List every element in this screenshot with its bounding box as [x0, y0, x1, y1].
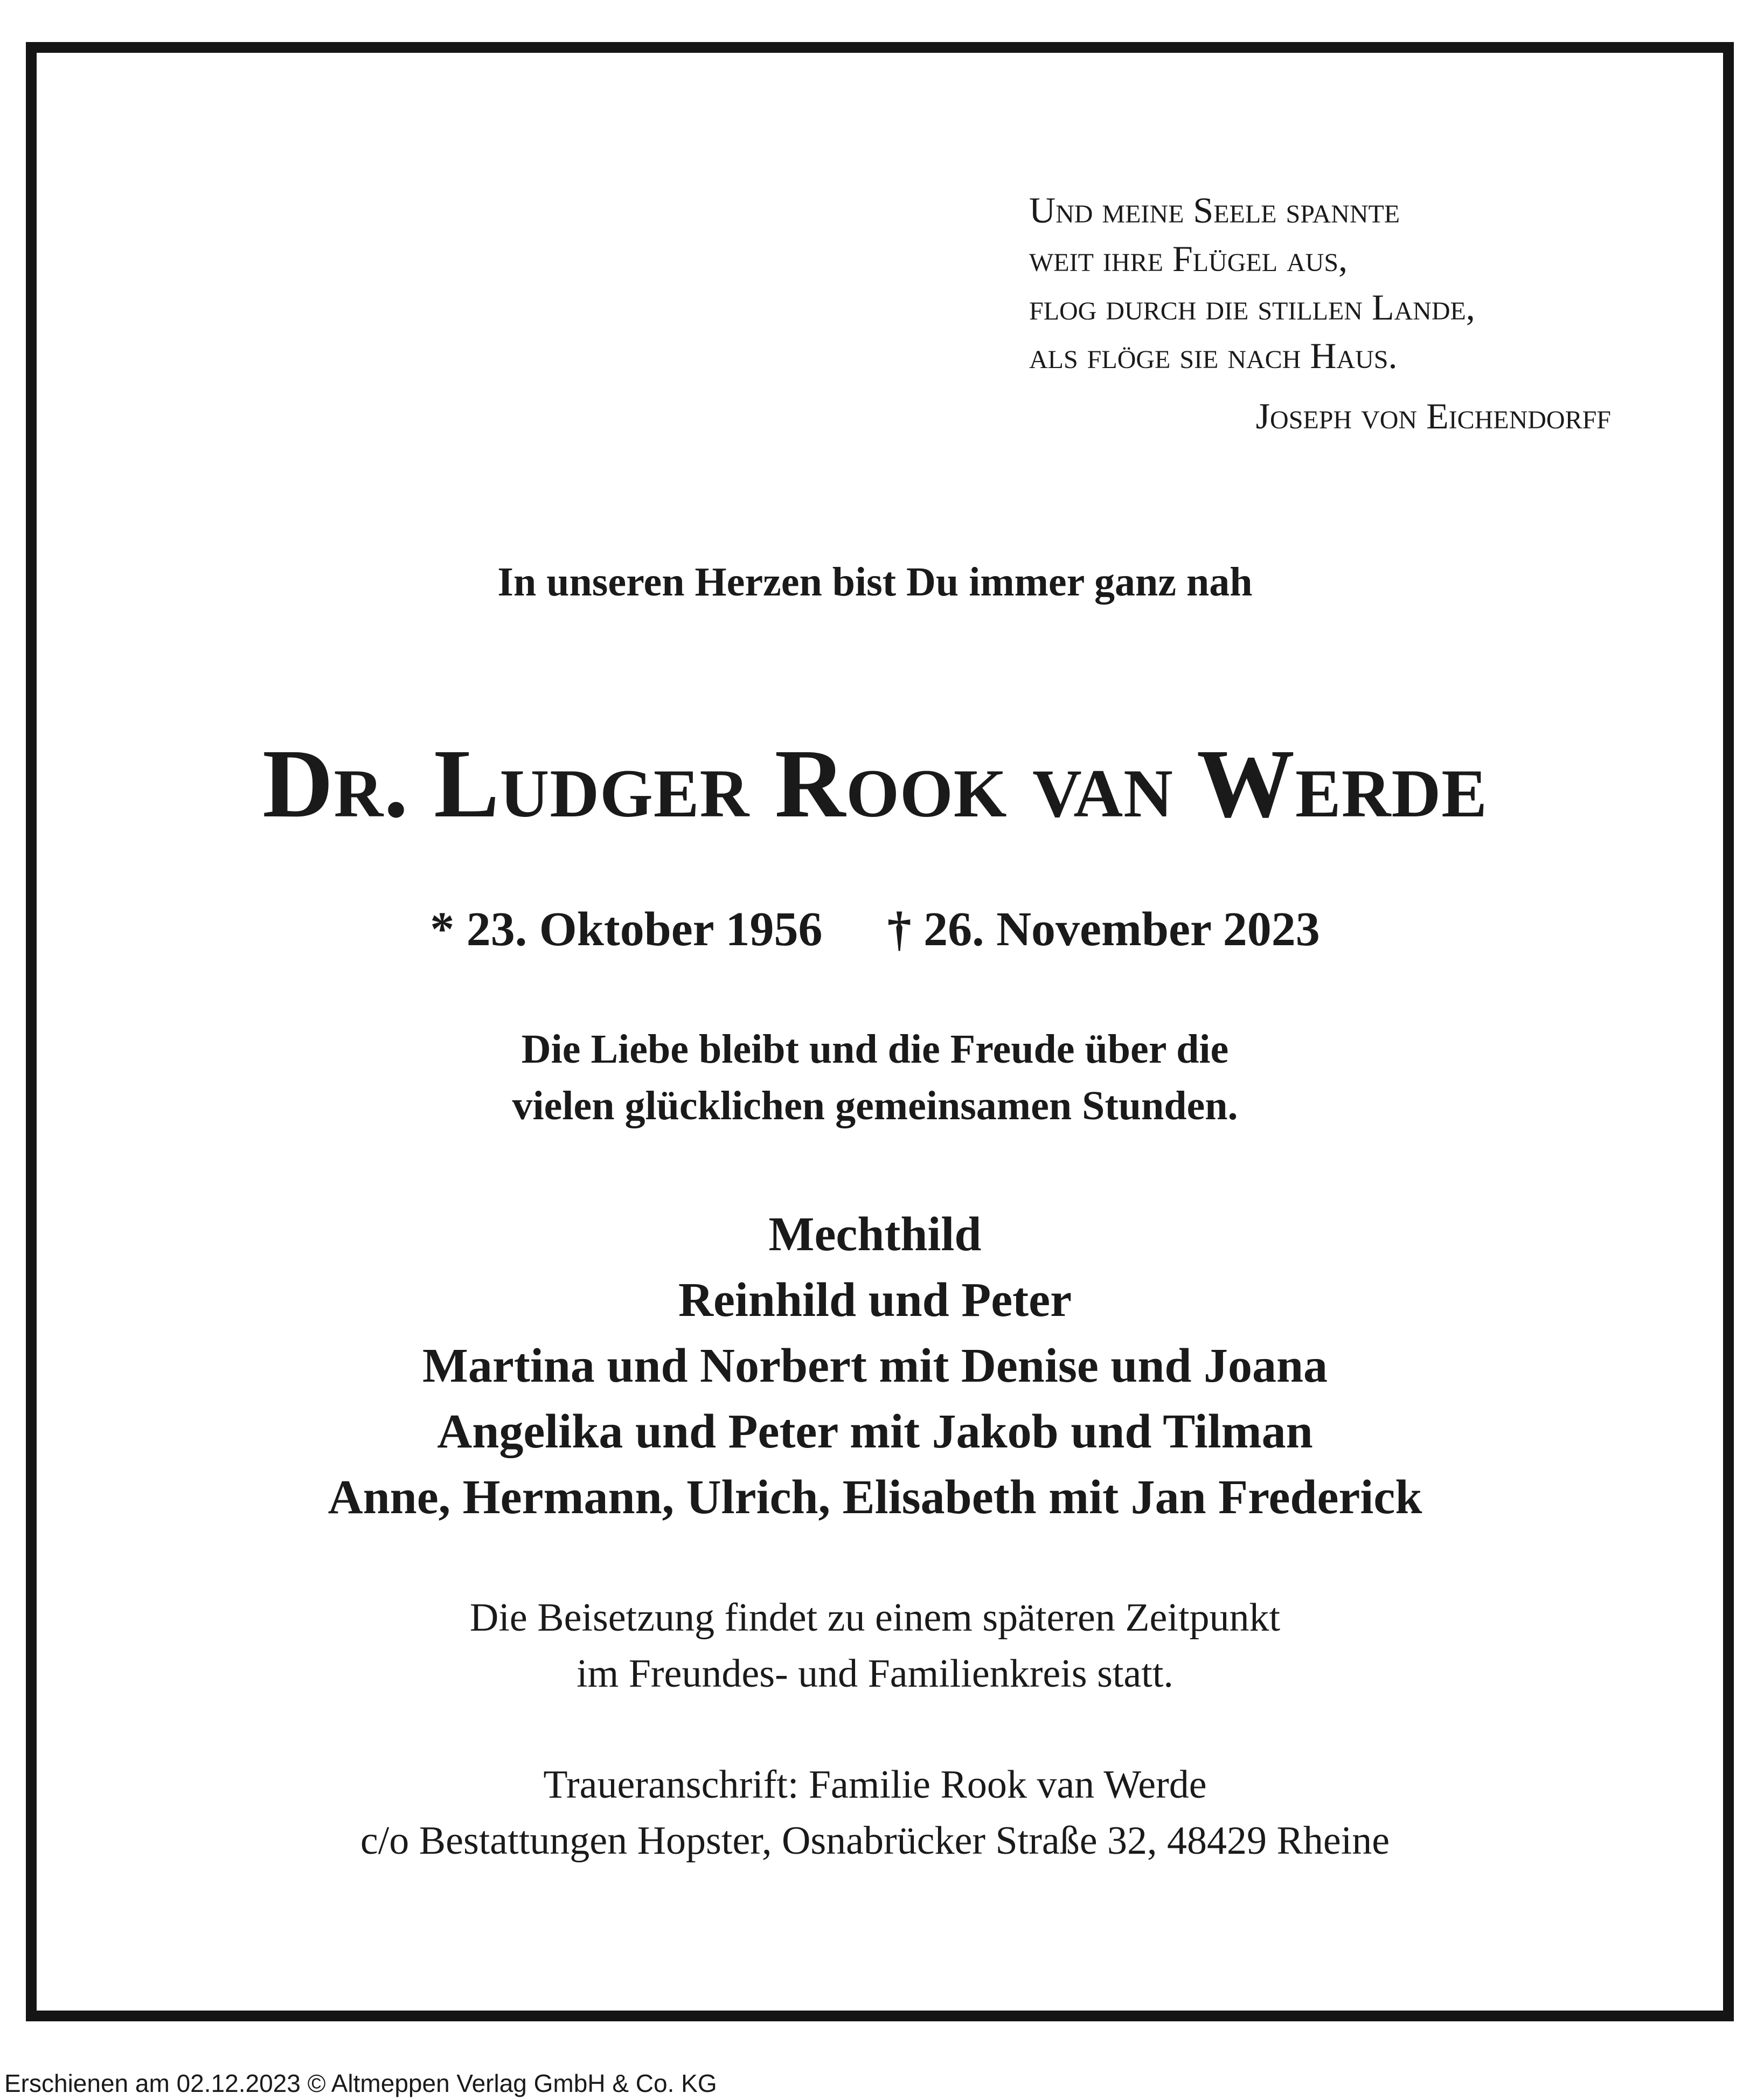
poem-line: weit ihre Flügel aus, [1029, 238, 1348, 279]
mourning-address [0, 1757, 1750, 1869]
poem-line: flog durch die stillen Lande, [1029, 287, 1475, 328]
poem-quote [1029, 186, 1622, 440]
burial-notice [0, 1590, 1750, 1702]
poem-line: Und meine Seele spannte [1029, 190, 1400, 231]
love-text-line: vielen glücklichen gemeinsamen Stunden. [512, 1083, 1238, 1128]
love-text-line: Die Liebe bleibt und die Freude über die [521, 1027, 1229, 1072]
family-line: Mechthild [768, 1208, 982, 1261]
death-date: † 26. November 2023 [887, 903, 1320, 956]
burial-line: im Freundes- und Familienkreis statt. [577, 1652, 1173, 1696]
deceased-name: Dr. Ludger Rook van Werde [262, 730, 1488, 838]
poem-line: als flöge sie nach Haus. [1029, 335, 1398, 376]
family-line: Anne, Hermann, Ulrich, Elisabeth mit Jan Frederick [328, 1471, 1422, 1524]
family-list [0, 1202, 1750, 1530]
address-line: Traueranschrift: Familie Rook van Werde [543, 1763, 1207, 1807]
publication-footer: Erschienen am 02.12.2023 © Altmeppen Verlag GmbH & Co. KG [4, 2069, 717, 2097]
family-line: Reinhild und Peter [678, 1273, 1072, 1327]
address-line: c/o Bestattungen Hopster, Osnabrücker Straße 32, 48429 Rheine [360, 1819, 1390, 1863]
poem-author: Joseph von Eichendorff [1255, 396, 1611, 436]
life-dates [0, 900, 1750, 959]
love-text [0, 1021, 1750, 1134]
family-line: Angelika und Peter mit Jakob und Tilman [437, 1405, 1313, 1458]
birth-date: * 23. Oktober 1956 [430, 903, 823, 956]
motto: In unseren Herzen bist Du immer ganz nah [497, 559, 1253, 605]
burial-line: Die Beisetzung findet zu einem späteren Zeitpunkt [469, 1596, 1281, 1640]
family-line: Martina und Norbert mit Denise und Joana [422, 1339, 1328, 1392]
